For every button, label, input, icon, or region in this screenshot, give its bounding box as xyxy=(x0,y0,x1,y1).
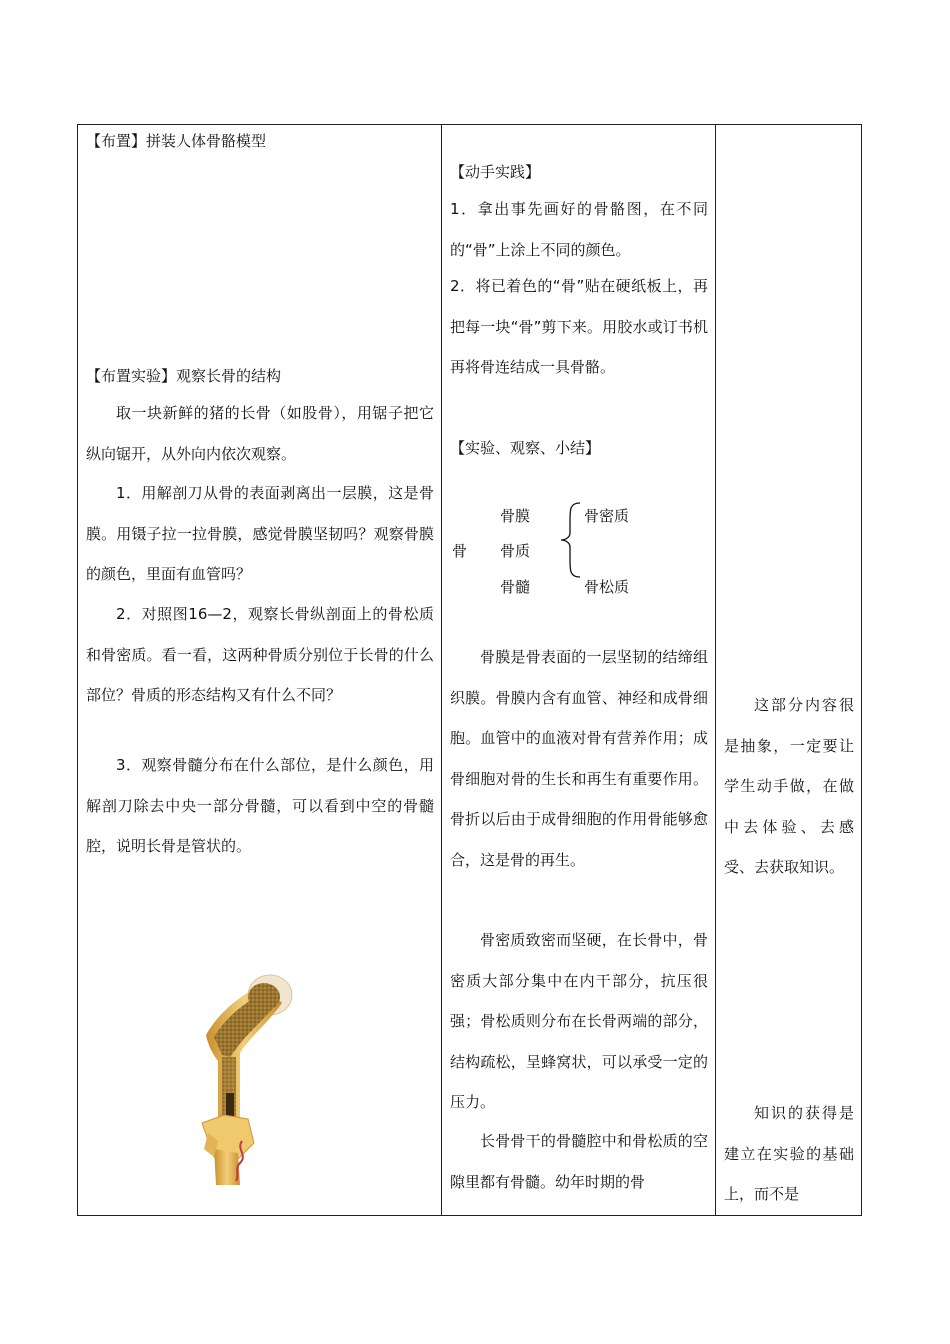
step1-paragraph: 1．用解剖刀从骨的表面剥离出一层膜，这是骨膜。用镊子拉一拉骨膜，感觉骨膜坚韧吗？观察骨膜的颜色，里面有血管吗？ xyxy=(86,484,434,583)
diagram-brace xyxy=(558,501,584,579)
teacher-activity-column xyxy=(78,125,442,1215)
heading-arrange-model: 【布置】拼装人体骨骼模型 xyxy=(86,132,267,150)
heading-experiment: 【布置实验】观察长骨的结构 xyxy=(86,367,282,385)
long-bone-section-image xyxy=(178,973,318,1195)
diagram-bone-marrow: 骨髓 xyxy=(500,578,531,596)
heading-summary: 【实验、观察、小结】 xyxy=(450,439,601,457)
practice2-paragraph: 2．将已着色的“骨”贴在硬纸板上，再把每一块“骨”剪下来。用胶水或订书机再将骨连结成一具骨骼。 xyxy=(450,277,708,376)
step2-paragraph: 2．对照图16—2，观察长骨纵剖面上的骨松质和骨密质。看一看，这两种骨质分别位于长骨的什么部位？骨质的形态结构又有什么不同？ xyxy=(86,605,434,704)
design-notes-column xyxy=(716,125,861,1215)
diagram-compact-bone: 骨密质 xyxy=(584,507,630,525)
heading-practice: 【动手实践】 xyxy=(450,163,541,181)
diagram-root-bone: 骨 xyxy=(452,542,468,560)
note-knowledge: 知识的获得是建立在实验的基础上，而不是 xyxy=(724,1104,854,1203)
practice1-paragraph: 1．拿出事先画好的骨骼图，在不同的“骨”上涂上不同的颜色。 xyxy=(450,200,708,259)
note-hands-on: 这部分内容很是抽象，一定要让学生动手做，在做中去体验、去感受、去获取知识。 xyxy=(724,696,854,876)
step3-paragraph: 3．观察骨髓分布在什么部位，是什么颜色，用解剖刀除去中央一部分骨髓，可以看到中空的骨髓腔，说明长骨是管状的。 xyxy=(86,756,434,855)
marrow-paragraph: 长骨骨干的骨髓腔中和骨松质的空隙里都有骨髓。幼年时期的骨 xyxy=(450,1132,708,1191)
lesson-table xyxy=(77,124,862,1216)
student-activity-column xyxy=(442,125,716,1215)
periosteum-paragraph: 骨膜是骨表面的一层坚韧的结缔组织膜。骨膜内含有血管、神经和成骨细胞。血管中的血液对骨有营养作用；成骨细胞对骨的生长和再生有重要作用。骨折以后由于成骨细胞的作用骨能够愈合，这是骨的再生。 xyxy=(450,648,708,869)
diagram-bone-substance: 骨质 xyxy=(500,542,531,560)
compact-bone-paragraph: 骨密质致密而坚硬，在长骨中，骨密质大部分集中在内干部分，抗压很强；骨松质则分布在长骨两端的部分，结构疏松，呈蜂窝状，可以承受一定的压力。 xyxy=(450,931,708,1111)
diagram-periosteum: 骨膜 xyxy=(500,507,531,525)
diagram-spongy-bone: 骨松质 xyxy=(584,578,630,596)
intro-paragraph: 取一块新鲜的猪的长骨（如股骨），用锯子把它纵向锯开，从外向内依次观察。 xyxy=(86,404,434,463)
